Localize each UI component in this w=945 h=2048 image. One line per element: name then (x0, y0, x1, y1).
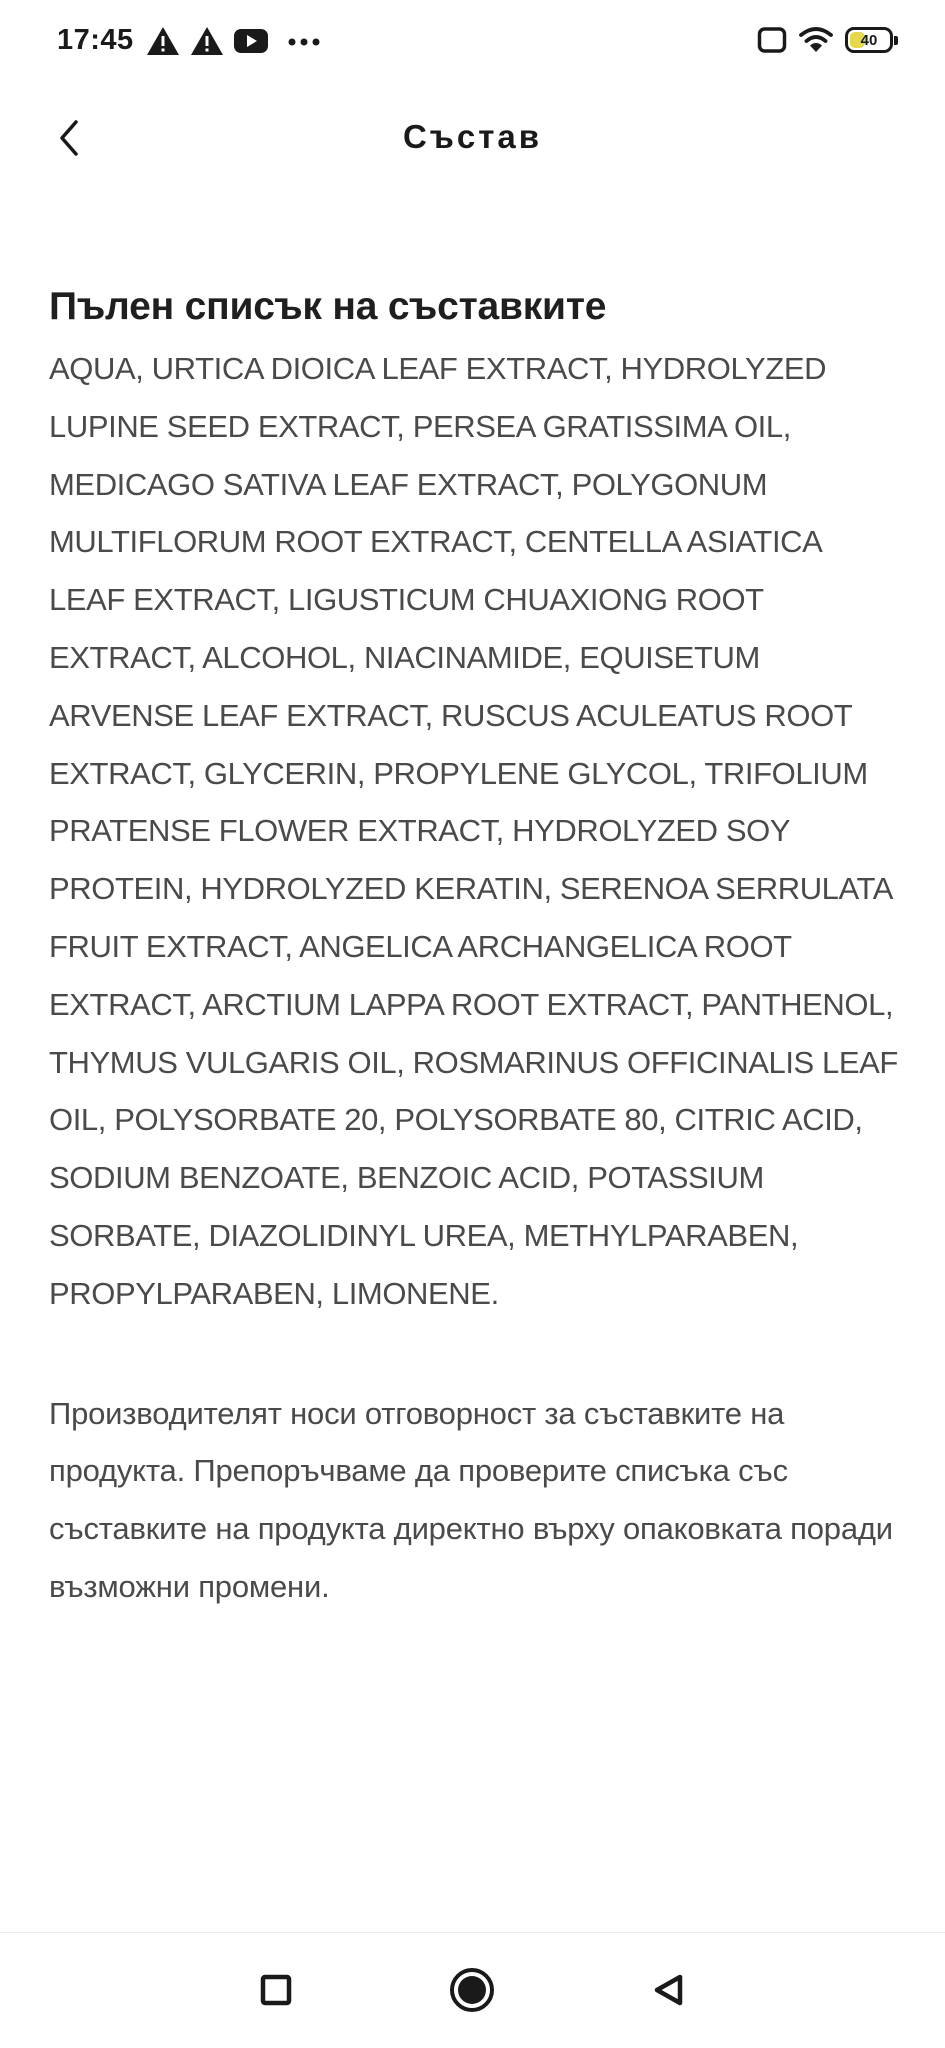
more-dots-icon (284, 26, 324, 56)
warning-icon (146, 26, 180, 56)
recents-button[interactable] (241, 1955, 311, 2025)
youtube-icon (234, 28, 268, 54)
battery-level: 40 (860, 31, 878, 49)
section-heading: Пълен списък на съставките (49, 285, 607, 328)
battery-icon (845, 27, 893, 53)
home-circle-icon (449, 1967, 495, 2013)
ingredients-section (49, 282, 899, 1616)
manufacturer-disclaimer: Производителят носи отговорност за съставките на продукта. Препоръчваме да проверите списъка със съставките на продукта директно върху опаковката поради възможни промени. (49, 1395, 893, 1604)
status-bar (0, 0, 945, 86)
status-time: 17:45 (57, 24, 134, 56)
home-button[interactable] (437, 1955, 507, 2025)
screen-icon (757, 26, 787, 54)
notification-icons (146, 26, 324, 56)
system-icons (757, 26, 893, 54)
ingredients-list: AQUA, URTICA DIOICA LEAF EXTRACT, HYDROLYZED LUPINE SEED EXTRACT, PERSEA GRATISSIMA OIL, MEDICAGO SATIVA LEAF EXTRACT, POLYGONUM MULTIFLORUM ROOT EXTRACT, CENTELLA ASIATICA LEAF EXTRACT, LIGUSTICUM CHUAXIONG ROOT EXTRACT, ALCOHOL, NIACINAMIDE, EQUISETUM ARVENSE LEAF EXTRACT, RUSCUS ACULEATUS ROOT EXTRACT, GLYCERIN, PROPYLENE GLYCOL, TRIFOLIUM PRATENSE FLOWER EXTRACT, HYDROLYZED SOY PROTEIN, HYDROLYZED KERATIN, SERENOA SERRULATA FRUIT EXTRACT, ANGELICA ARCHANGELICA ROOT EXTRACT, ARCTIUM LAPPA ROOT EXTRACT, PANTHENOL, THYMUS VULGARIS OIL, ROSMARINUS OFFICINALIS LEAF OIL, POLYSORBATE 20, POLYSORBATE 80, CITRIC ACID, SODIUM BENZOATE, BENZOIC ACID, POTASSIUM SORBATE, DIAZOLIDINYL UREA, METHYLPARABEN, PROPYLPARABEN, LIMONENE. (49, 351, 898, 1311)
warning-icon (190, 26, 224, 56)
system-back-button[interactable] (634, 1955, 704, 2025)
recents-square-icon (260, 1974, 292, 2006)
page-title: Състав (402, 118, 543, 155)
app-header (0, 100, 945, 176)
back-triangle-icon (652, 1973, 686, 2007)
wifi-icon (799, 26, 833, 54)
system-nav-bar (0, 1933, 945, 2048)
